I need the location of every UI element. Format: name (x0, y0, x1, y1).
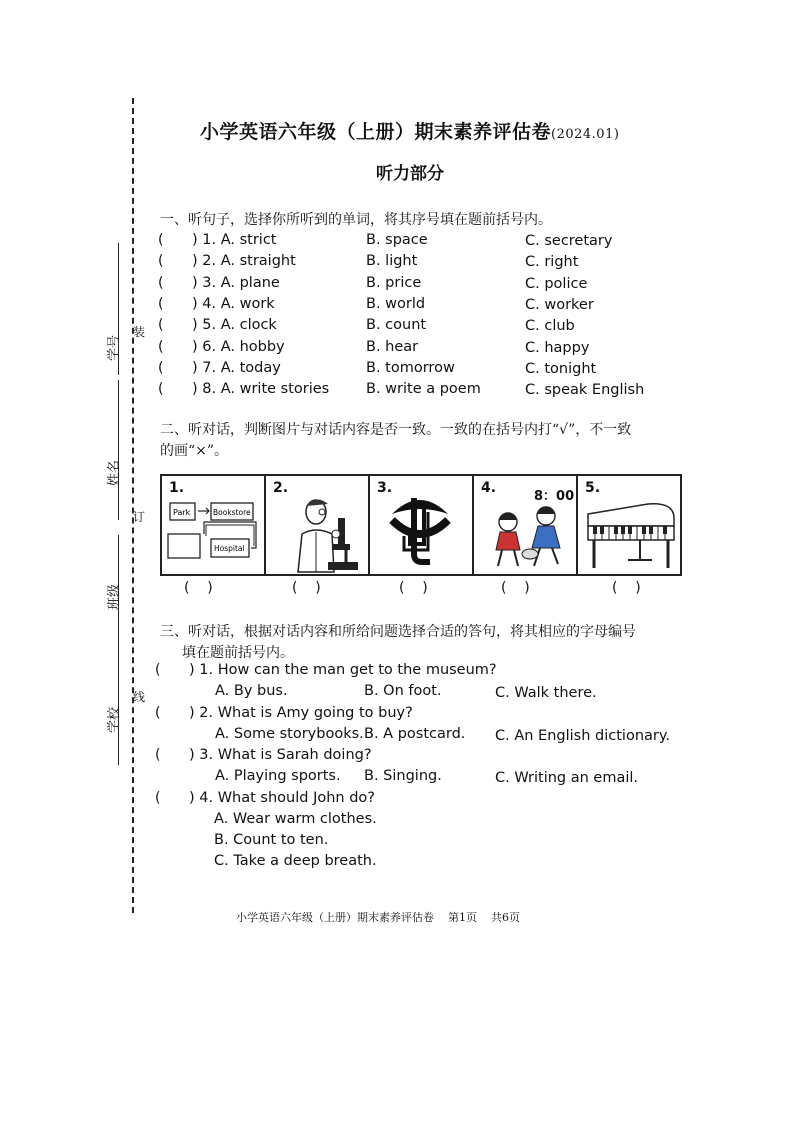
map-illustration (162, 476, 262, 574)
answer-option-c: C. Walk there. (495, 685, 597, 701)
part2-heading-line2: 的画“×”。 (160, 443, 229, 459)
picture-1-number: 1. (169, 480, 185, 496)
name-underline (118, 380, 119, 520)
picture-answer-paren[interactable]: ( ) (184, 580, 213, 596)
part3-heading-line2: 填在题前括号内。 (182, 645, 294, 661)
class-label: 班级 (107, 583, 122, 610)
answer-option-c: C. An English dictionary. (495, 728, 670, 744)
question-option-b: B. price (366, 274, 422, 291)
picture-table (160, 474, 682, 576)
title-text: 小学英语六年级（上册）期末素养评估卷 (200, 121, 552, 143)
question-option-c: C. worker (525, 296, 594, 313)
picture-3 (370, 476, 474, 574)
title-date: (2024.01) (551, 127, 620, 142)
picture-1 (162, 476, 266, 574)
page-footer (236, 909, 520, 925)
answer-option-b: B. Singing. (364, 768, 442, 784)
student-id-label: 学号 (107, 334, 122, 361)
answer-option-c: C. Take a deep breath. (214, 853, 377, 869)
answer-paren[interactable]: ( (158, 381, 164, 398)
question-option-c: C. right (525, 254, 579, 271)
name-label: 姓名 (107, 459, 122, 486)
answer-option-b: B. A postcard. (364, 726, 466, 742)
question-option-b: B. count (366, 317, 427, 334)
page-subtitle: 听力部分 (376, 164, 444, 184)
picture-2-number: 2. (273, 480, 289, 496)
piano-illustration (578, 476, 678, 574)
question-option-c: C. tonight (525, 360, 597, 377)
picture-answer-paren[interactable]: ( ) (612, 580, 641, 596)
answer-paren[interactable]: ( (155, 747, 161, 763)
footer-total: 共6页 (491, 911, 520, 924)
school-label: 学校 (107, 706, 122, 733)
children-playing-illustration (474, 476, 574, 574)
question-option-a: ) 5. A. clock (192, 317, 277, 334)
part2-heading-line1: 二、听对话，判断图片与对话内容是否一致。一致的在括号内打“√”，不一致 (160, 422, 632, 438)
picture-4-number: 4. (481, 480, 497, 496)
question-text: ) 2. What is Amy going to buy? (189, 705, 413, 721)
clock-time: 8：00 (534, 489, 575, 504)
question-option-c: C. secretary (525, 233, 613, 249)
picture-5 (578, 476, 680, 574)
map-label-park: Park (173, 508, 191, 517)
footer-title: 小学英语六年级（上册）期末素养评估卷 (236, 911, 434, 924)
question-option-a: ) 1. A. strict (192, 232, 277, 248)
binding-dashed-line (132, 98, 134, 913)
answer-paren[interactable]: ( (155, 705, 161, 721)
picture-answer-paren[interactable]: ( ) (399, 580, 428, 596)
question-option-c: C. happy (525, 339, 590, 356)
answer-option-a: A. Playing sports. (215, 768, 341, 784)
question-option-a: ) 2. A. straight (192, 253, 296, 270)
question-text: ) 4. What should John do? (189, 790, 375, 806)
quiet-sign-icon (370, 476, 470, 574)
answer-option-c: C. Writing an email. (495, 770, 639, 786)
picture-5-number: 5. (585, 480, 601, 496)
scientist-microscope-illustration (266, 476, 366, 574)
binding-char-ding: 订 (133, 510, 146, 524)
picture-3-number: 3. (377, 480, 393, 496)
question-option-a: ) 6. A. hobby (192, 338, 285, 355)
answer-paren[interactable]: ( (158, 253, 164, 270)
question-option-b: B. tomorrow (366, 359, 455, 376)
question-option-a: ) 3. A. plane (192, 274, 280, 291)
answer-option-a: A. Wear warm clothes. (214, 811, 377, 827)
answer-option-a: A. Some storybooks. (215, 726, 364, 742)
answer-paren[interactable]: ( (158, 274, 164, 291)
picture-answer-paren[interactable]: ( ) (501, 580, 530, 596)
answer-paren[interactable]: ( (155, 662, 161, 678)
question-option-c: C. speak English (525, 382, 645, 399)
question-option-a: ) 4. A. work (192, 295, 275, 312)
question-text: ) 1. How can the man get to the museum? (189, 662, 497, 678)
picture-2 (266, 476, 370, 574)
answer-paren[interactable]: ( (158, 295, 164, 312)
map-label-hospital: Hospital (214, 544, 245, 553)
question-option-b: B. space (366, 232, 428, 248)
footer-page: 第1页 (448, 911, 477, 924)
part1-heading: 一、听句子，选择你所听到的单词，将其序号填在题前括号内。 (160, 212, 552, 228)
answer-paren[interactable]: ( (158, 338, 164, 355)
answer-option-b: B. On foot. (364, 683, 442, 699)
question-option-a: ) 7. A. today (192, 359, 281, 376)
binding-char-xian: 线 (133, 690, 146, 704)
question-option-a: ) 8. A. write stories (192, 381, 330, 398)
question-option-c: C. police (525, 275, 588, 292)
question-option-b: B. world (366, 295, 426, 312)
answer-paren[interactable]: ( (158, 359, 164, 376)
part3-heading-line1: 三、听对话，根据对话内容和所给问题选择合适的答句，将其相应的字母编号 (160, 624, 636, 640)
picture-4 (474, 476, 578, 574)
question-text: ) 3. What is Sarah doing? (189, 747, 372, 763)
page-title (200, 117, 619, 144)
question-option-c: C. club (525, 318, 575, 335)
answer-option-b: B. Count to ten. (214, 832, 329, 848)
binding-char-zhuang: 装 (133, 325, 146, 339)
question-option-b: B. light (366, 253, 418, 270)
picture-answer-paren[interactable]: ( ) (292, 580, 321, 596)
question-option-b: B. write a poem (366, 381, 481, 398)
question-option-b: B. hear (366, 338, 419, 355)
answer-option-a: A. By bus. (215, 683, 288, 699)
answer-paren[interactable]: ( (155, 790, 161, 806)
answer-paren[interactable]: ( (158, 317, 164, 334)
map-label-bookstore: Bookstore (213, 508, 251, 517)
answer-paren[interactable]: ( (158, 232, 164, 248)
